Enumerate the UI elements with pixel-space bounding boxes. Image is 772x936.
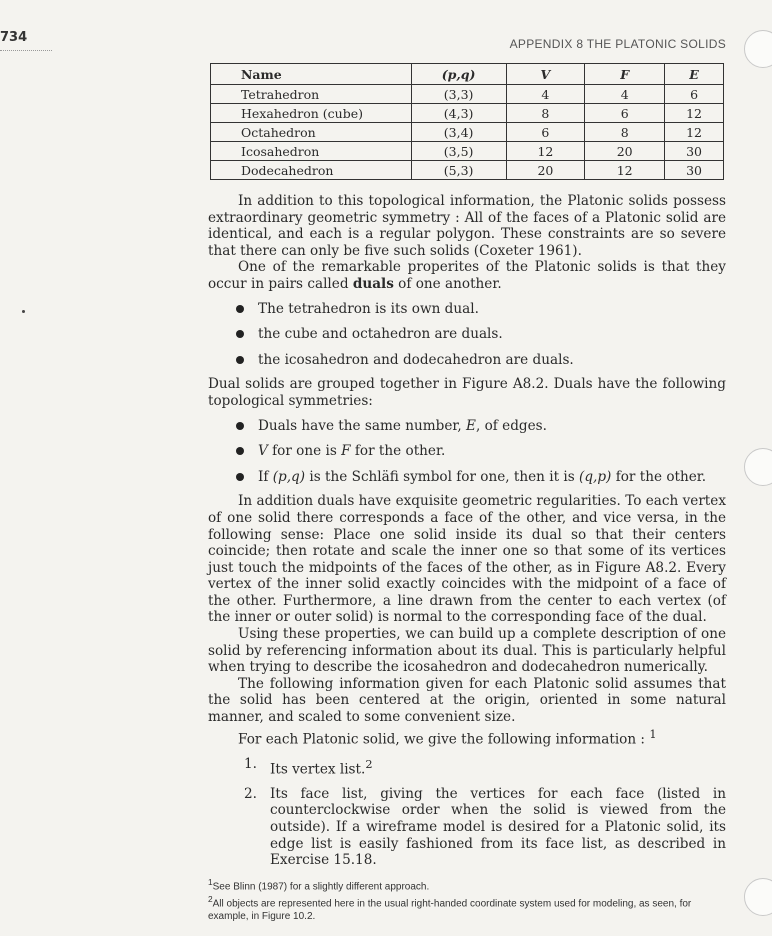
cell-name: Tetrahedron (211, 85, 412, 104)
duals-list (208, 301, 726, 369)
list-item (208, 301, 726, 318)
list-item-text: Its vertex list. (270, 761, 366, 778)
cell-f: 20 (585, 142, 665, 161)
bullet-icon (236, 305, 244, 313)
punch-hole-middle (744, 448, 772, 486)
list-item-number: 2. (244, 785, 257, 802)
paragraph-regularities: In addition duals have exquisite geometric regularities. To each vertex of one solid there corresponds a face of the other, and vice versa, in the following sense: Place one solid inside its dual so that their centers coincide; then rotate and scale the inner one so that some of its vertices just touch the midpoints of the faces of the other, as in Figure A8.2. Every vertex of the inner solid exactly coincides with the midpoint of a face of the other. Furthermore, a line drawn from the center to each vertex (of the inner or outer solid) is normal to the corresponding face of the dual. (208, 493, 726, 626)
info-list (208, 756, 726, 869)
cell-f: 4 (585, 85, 665, 104)
cell-e: 30 (665, 142, 724, 161)
symbol-qp: (q,p) (579, 468, 612, 485)
table-header-row (211, 64, 724, 85)
margin-speck (22, 310, 25, 313)
footnote-ref-1: 1 (649, 726, 657, 741)
list-item-text-b: for the other. (350, 443, 446, 460)
cell-f: 8 (585, 123, 665, 142)
header-pq: (p,q) (411, 64, 506, 85)
cell-pq: (3,4) (411, 123, 506, 142)
cell-pq: (4,3) (411, 104, 506, 123)
paragraph-topological: Dual solids are grouped together in Figure A8.2. Duals have the following topological symmetries: (208, 376, 726, 409)
footnotes (208, 876, 728, 923)
footnote (208, 876, 728, 893)
paragraph-orientation: The following information given for each Platonic solid assumes that the solid has been centered at the origin, oriented in some natural manner, and scaled to some convenient size. (208, 675, 726, 726)
paragraph-duals-intro-b: of one another. (393, 275, 502, 292)
page-number-rule (0, 50, 52, 51)
punch-hole-top (744, 30, 772, 68)
table-row (211, 123, 724, 142)
cell-e: 30 (665, 161, 724, 180)
bullet-icon (236, 447, 244, 455)
table-row (211, 161, 724, 180)
list-item-text-c: for the other. (611, 468, 707, 485)
cell-e: 12 (665, 104, 724, 123)
cell-pq: (3,5) (411, 142, 506, 161)
footnote-ref-2: 2 (365, 756, 373, 771)
list-item (208, 756, 726, 778)
footnote (208, 893, 728, 922)
footnote-mark: 1 (208, 877, 213, 887)
list-item (208, 443, 726, 460)
paragraph-info-intro-text: For each Platonic solid, we give the following information : (238, 731, 650, 748)
footnote-text: See Blinn (1987) for a slightly different approach. (212, 881, 430, 893)
list-item (208, 326, 726, 343)
symbol-e: E (466, 417, 476, 434)
paragraph-info-intro (208, 726, 726, 748)
list-item-text-a: Duals have the same number, (258, 417, 467, 434)
bullet-icon (236, 422, 244, 430)
paragraph-symmetry: In addition to this topological information, the Platonic solids possess extraordinary geometric symmetry : All of the faces of a Platonic solid are identical, and each is a regular polygon. These constraints are so severe that there can only be five such solids (Coxeter 1961). (208, 193, 726, 259)
running-head: APPENDIX 8 THE PLATONIC SOLIDS (509, 37, 726, 51)
table-row (211, 142, 724, 161)
table-row (211, 104, 724, 123)
term-duals: duals (352, 275, 394, 292)
cell-pq: (3,3) (411, 85, 506, 104)
cell-e: 12 (665, 123, 724, 142)
header-name: Name (211, 64, 412, 85)
symbol-v: V (258, 443, 268, 460)
cell-pq: (5,3) (411, 161, 506, 180)
cell-name: Icosahedron (211, 142, 412, 161)
symbol-f: F (341, 443, 351, 460)
list-item-number: 1. (244, 755, 257, 772)
header-f: F (585, 64, 665, 85)
list-item-text-a: If (258, 468, 273, 485)
list-item-text: the cube and octahedron are duals. (258, 326, 503, 343)
platonic-solids-table (210, 63, 724, 180)
bullet-icon (236, 330, 244, 338)
body-text (208, 193, 726, 877)
page-number: 734 (0, 30, 28, 45)
cell-name: Hexahedron (cube) (211, 104, 412, 123)
paragraph-duals-intro-a: One of the remarkable properites of the Platonic solids is that they occur in pairs called (208, 259, 726, 292)
cell-name: Octahedron (211, 123, 412, 142)
cell-v: 20 (506, 161, 585, 180)
list-item-text: The tetrahedron is its own dual. (258, 300, 479, 317)
footnote-text: All objects are represented here in the usual right-handed coordinate system used for modeling, as seen, for example, in Figure 10.2. (208, 898, 692, 922)
paragraph-duals-intro (208, 259, 726, 292)
cell-name: Dodecahedron (211, 161, 412, 180)
list-item (208, 352, 726, 369)
list-item-text-b: is the Schläfi symbol for one, then it is (305, 468, 580, 485)
header-e: E (665, 64, 724, 85)
list-item (208, 418, 726, 435)
cell-f: 6 (585, 104, 665, 123)
paragraph-properties: Using these properties, we can build up a complete description of one solid by referencing information about its dual. This is particularly helpful when trying to describe the icosahedron and dodecahedron numerically. (208, 626, 726, 676)
list-item (208, 786, 726, 869)
symbol-pq: (p,q) (272, 468, 306, 485)
list-item-text-b: , of edges. (475, 417, 547, 434)
list-item-text-a: for one is (267, 443, 342, 460)
table-row (211, 85, 724, 104)
list-item-text: the icosahedron and dodecahedron are duals. (258, 351, 574, 368)
header-v: V (506, 64, 585, 85)
list-item-text: Its face list, giving the vertices for each face (listed in counterclockwise order when the solid is viewed from the outside). If a wireframe model is desired for a Platonic solid, its edge list is easily fashioned from its face list, as described in Exercise 15.18. (270, 785, 726, 869)
cell-e: 6 (665, 85, 724, 104)
bullet-icon (236, 473, 244, 481)
footnote-mark: 2 (208, 894, 213, 905)
cell-v: 8 (506, 104, 585, 123)
cell-v: 4 (506, 85, 585, 104)
cell-f: 12 (585, 161, 665, 180)
bullet-icon (236, 356, 244, 364)
cell-v: 6 (506, 123, 585, 142)
list-item (208, 469, 726, 486)
punch-hole-bottom (744, 878, 772, 916)
cell-v: 12 (506, 142, 585, 161)
symmetry-list (208, 418, 726, 486)
